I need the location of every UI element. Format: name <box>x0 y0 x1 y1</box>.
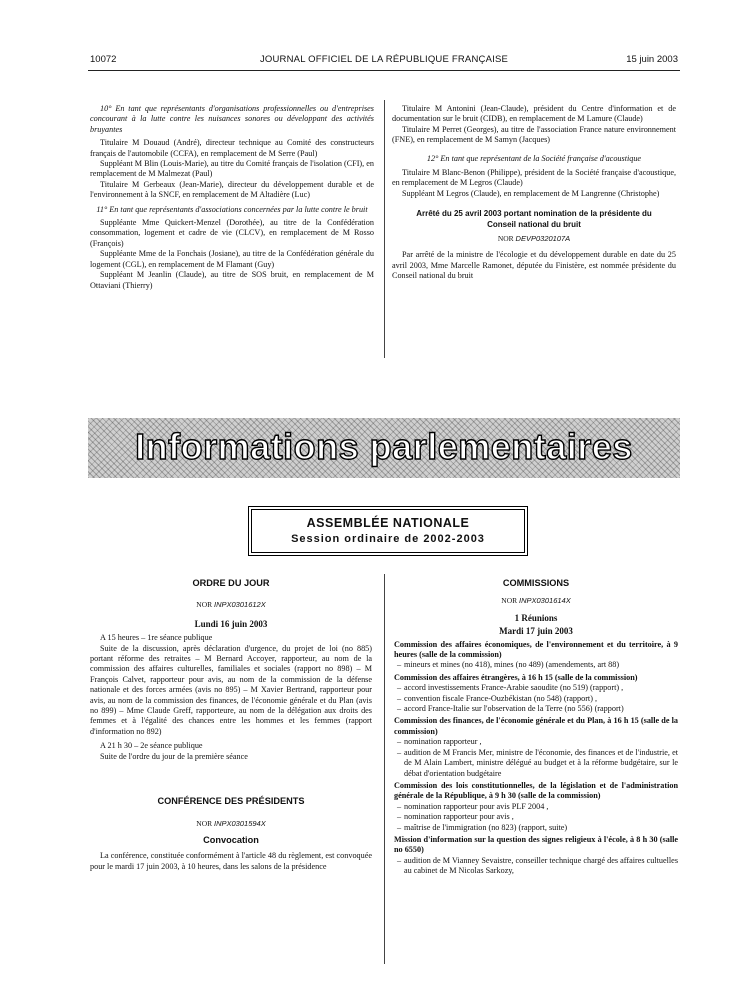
ordre-date: Lundi 16 juin 2003 <box>194 618 268 629</box>
list-item: – convention fiscale France-Ouzbékistan (no 548) (rapport) , <box>394 694 678 704</box>
list-item: – nomination rapporteur pour avis PLF 2004 , <box>394 802 678 812</box>
commission-title: Commission des finances, de l'économie générale et du Plan, à 16 h 15 (salle de la commission) <box>394 716 678 736</box>
running-header <box>90 54 678 68</box>
paragraph: Titulaire M Douaud (André), directeur technique au Comité des constructeurs français de l'automobile (CCFA), en remplacement de M Serre (Paul) <box>90 138 374 158</box>
ordre-heading: ORDRE DU JOUR <box>192 578 270 588</box>
conference-heading: CONFÉRENCE DES PRÉSIDENTS <box>157 796 305 807</box>
seance-time: A 15 heures – 1re séance publique <box>100 633 213 643</box>
conference-sub: Convocation <box>203 834 259 845</box>
commission-title: Commission des affaires économiques, de l'environnement et du territoire, à 9 heures (salle de la commission) <box>394 639 678 660</box>
category-12: 12° En tant que représentant de la Société française d'acoustique <box>426 153 642 163</box>
column-divider <box>384 574 385 964</box>
paragraph: Par arrêté de la ministre de l'écologie et du développement durable en date du 25 avril 2003, Mme Marcelle Ramonet, députée du Finistère, est nommée présidente du Conseil national du bruit <box>392 250 676 281</box>
list-item: – nomination rapporteur , <box>394 737 678 747</box>
category-11: 11° En tant que représentants d'associations concernées par la lutte contre le bruit <box>96 204 368 214</box>
paragraph: Suppléant M Blin (Louis-Marie), au titre du Comité français de l'isolation (CFI), en remplacement de M Malmezat (Paul) <box>90 159 374 179</box>
list-item: – audition de M Francis Mer, ministre de l'économie, des finances et de l'industrie, et de M Alain Lambert, ministre délégué au budget et à la réforme budgétaire, sur le débat d'orientation budgétaire <box>394 748 678 779</box>
list-item: – maîtrise de l'immigration (no 823) (rapport, suite) <box>394 823 678 833</box>
paragraph: Titulaire M Perret (Georges), au titre de l'association France nature environnement (FNE), en remplacement de M Samyn (Jacques) <box>392 124 676 145</box>
arrete-title: Arrêté du 25 avril 2003 portant nomination de la présidente du Conseil national du bruit <box>416 209 652 229</box>
nor-reference <box>394 596 678 606</box>
nor-code: INPX0301614X <box>519 596 571 606</box>
commission-title: Mission d'information sur la question des signes religieux à l'école, à 8 h 30 (salle no 6550) <box>394 834 678 855</box>
assemblee-title: ASSEMBLÉE NATIONALE <box>306 516 470 530</box>
paragraph: Suppléant M Legros (Claude), en remplacement de M Langrenne (Christophe) <box>402 188 660 198</box>
list-item: – mineurs et mines (no 418), mines (no 489) (amendements, art 88) <box>394 660 678 670</box>
bottom-right-column <box>394 578 678 877</box>
commission-title: Commission des affaires étrangères, à 16 h 15 (salle de la commission) <box>394 672 638 682</box>
list-item: – accord investissements France-Arabie saoudite (no 519) (rapport) , <box>394 683 678 693</box>
column-divider <box>384 100 385 358</box>
commissions-heading: COMMISSIONS <box>502 578 570 588</box>
list-item: – accord France-Italie sur l'observation de la Terre (no 556) (rapport) <box>394 704 678 714</box>
nor-label: NOR <box>196 600 213 610</box>
nor-label: NOR <box>196 818 213 828</box>
nor-reference <box>90 819 372 829</box>
nor-label: NOR <box>501 596 518 606</box>
commission-title: Commission des lois constitutionnelles, de la législation et de l'administration générale de la République, à 9 h 30 (salle de la commission) <box>394 780 678 801</box>
issue-date: 15 juin 2003 <box>626 54 678 65</box>
bottom-left-column <box>90 578 372 872</box>
section-title: 1 Réunions <box>514 612 558 623</box>
nor-reference <box>392 234 676 244</box>
nor-reference <box>90 600 372 610</box>
ordre-body: Suite de la discussion, après déclaration d'urgence, du projet de loi (no 885) portant réforme des retraites – M Bernard Accoyer, rapporteur, au nom de la commission des affaires culturelles, familiales et sociales (rapport no 898) – M François Calvet, rapporteur pour avis, au nom de la commission de la défense nationale et des forces armées (avis no 895) – M Xavier Bertrand, rapporteur pour avis, au nom de la commission des finances, de l'économie générale et du Plan (avis no 899) – Mme Claude Greff, rapporteure, au nom de la délégation aux droits des femmes et à l'égalité des chances entre les hommes et les femmes (rapport d'information no 892) <box>90 643 372 736</box>
commissions-date: Mardi 17 juin 2003 <box>499 626 573 637</box>
section-banner <box>88 418 680 478</box>
assemblee-box <box>251 509 525 553</box>
top-left-column <box>90 104 374 291</box>
list-item: – audition de M Vianney Sevaistre, conseiller technique chargé des affaires cultuelles au cabinet de M Nicolas Sarkozy, <box>394 856 678 877</box>
nor-code: INPX0301612X <box>214 600 266 610</box>
category-10: 10° En tant que représentants d'organisations professionnelles ou d'entreprises concourant à la lutte contre les nuisances sonores ou développant des activités bruyantes <box>90 104 374 134</box>
list-item: – nomination rapporteur pour avis , <box>394 812 678 822</box>
paragraph: Suppléant M Jeanlin (Claude), au titre de SOS bruit, en remplacement de M Ottaviani (Thierry) <box>90 270 374 290</box>
paragraph: Titulaire M Blanc-Benon (Philippe), président de la Société française d'acoustique, en remplacement de M Legros (Claude) <box>392 168 676 188</box>
header-rule <box>88 70 680 71</box>
ordre-body: Suite de l'ordre du jour de la première séance <box>100 751 248 761</box>
conference-body: La conférence, constituée conformément à l'article 48 du règlement, est convoquée pour le mardi 17 juin 2003, à 10 heures, dans les salons de la présidence <box>90 851 372 871</box>
paragraph: Titulaire M Antonini (Jean-Claude), président du Centre d'information et de documentation sur le bruit (CIDB), en remplacement de M Lamure (Claude) <box>392 104 676 124</box>
seance-time: A 21 h 30 – 2e séance publique <box>100 741 203 751</box>
nor-code: DEVP0320107A <box>515 234 571 244</box>
paragraph: Suppléante Mme de la Fonchais (Josiane), au titre de la Confédération générale du logement (CGL), en remplacement de M Flamant (Guy) <box>90 249 374 269</box>
page-number: 10072 <box>90 54 117 65</box>
banner-title: Informations parlementaires <box>135 426 633 467</box>
paragraph: Suppléante Mme Quickert-Menzel (Dorothée), au titre de la Confédération consommation, logement et cadre de vie (CLCV), en remplacement de M Rosso (François) <box>90 218 374 248</box>
session-title: Session ordinaire de 2002-2003 <box>291 533 485 545</box>
top-right-column <box>392 104 676 282</box>
nor-code: INPX0301594X <box>214 818 266 828</box>
nor-label: NOR <box>497 234 514 244</box>
paragraph: Titulaire M Gerbeaux (Jean-Marie), directeur du développement durable et de l'environnement à la SNCF, en remplacement de M Altadière (Luc) <box>90 179 374 200</box>
journal-title: JOURNAL OFFICIEL DE LA RÉPUBLIQUE FRANÇAISE <box>259 54 509 65</box>
